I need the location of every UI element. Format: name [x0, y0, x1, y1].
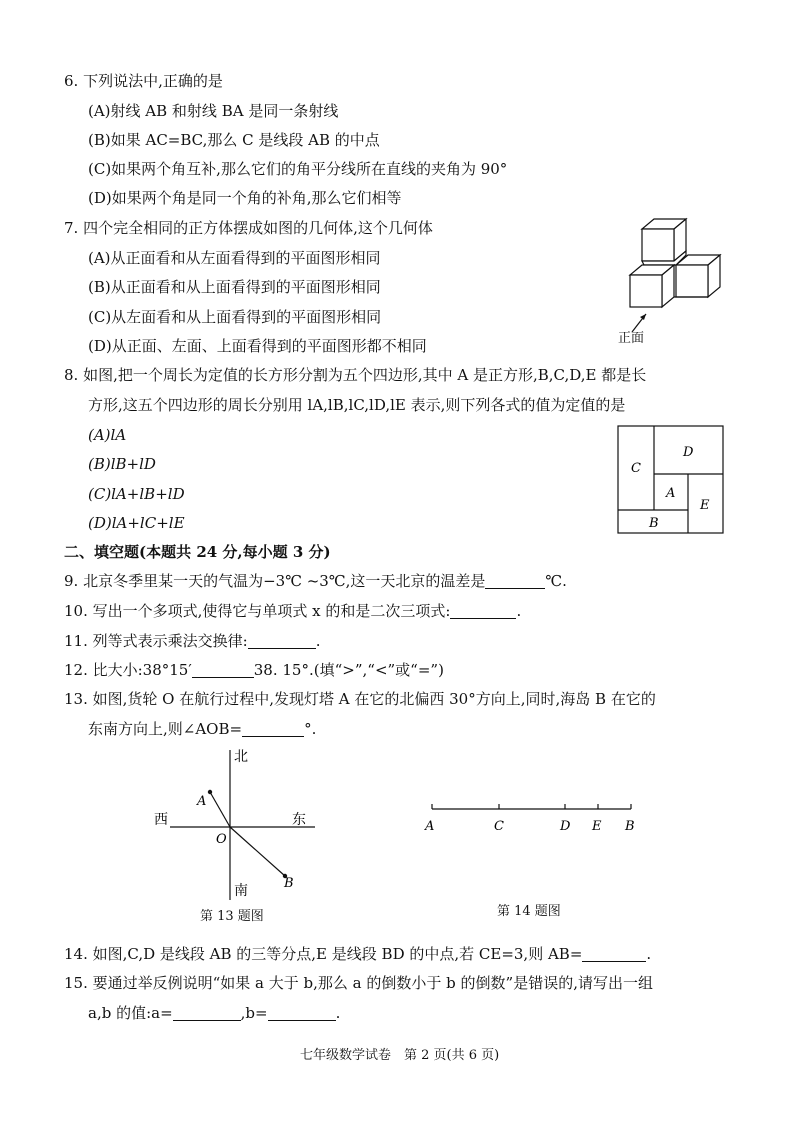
q13-blank — [242, 722, 304, 737]
q8-label-d: D — [683, 445, 694, 460]
q6-option-a: (A)射线 AB 和射线 BA 是同一条射线 — [88, 102, 339, 120]
q7-option-c: (C)从左面看和从上面看得到的平面图形相同 — [88, 308, 382, 326]
seg-point-d: D — [560, 819, 571, 834]
q12 — [64, 661, 444, 679]
q6-option-d: (D)如果两个角是同一个角的补角,那么它们相等 — [88, 189, 402, 207]
q14-blank — [582, 947, 646, 962]
point-b-label: B — [284, 876, 294, 891]
q9-text: 9. 北京冬季里某一天的气温为−3℃ ~3℃,这一天北京的温差是 — [64, 572, 486, 590]
q10-end: . — [516, 602, 522, 620]
q12-end: 38. 15°.(填“>”,“<”或“=”) — [253, 661, 444, 679]
q9-unit: ℃. — [545, 572, 567, 590]
q14-end: . — [646, 945, 652, 963]
north-label: 北 — [234, 749, 248, 765]
q8-option-a: (A)lA — [88, 426, 127, 444]
q14-caption: 第 14 题图 — [497, 904, 561, 919]
q13-end: °. — [304, 720, 317, 738]
page-footer: 七年级数学试卷 第 2 页(共 6 页) — [300, 1048, 500, 1063]
q8-label-c: C — [631, 461, 641, 476]
q7-stem: 7. 四个完全相同的正方体摆成如图的几何体,这个几何体 — [64, 219, 433, 237]
q8-line2: 方形,这五个四边形的周长分别用 lA,lB,lC,lD,lE 表示,则下列各式的值为定值的是 — [88, 396, 626, 414]
q8-option-b: (B)lB+lD — [88, 455, 156, 473]
q7-option-a: (A)从正面看和从左面看得到的平面图形相同 — [88, 249, 381, 267]
q13-compass-figure — [140, 745, 340, 905]
q6-option-b: (B)如果 AC=BC,那么 C 是线段 AB 的中点 — [88, 131, 380, 149]
seg-point-e: E — [592, 819, 602, 834]
q10-text: 10. 写出一个多项式,使得它与单项式 x 的和是二次三项式: — [64, 602, 451, 620]
q8-rectangle-figure — [617, 425, 725, 535]
q12-text: 12. 比大小:38°15′ — [64, 661, 192, 679]
q15-blank-a — [173, 1006, 241, 1021]
q13-line2 — [88, 720, 316, 738]
point-a-label: A — [197, 794, 207, 809]
q11 — [64, 632, 320, 650]
seg-point-a: A — [425, 819, 435, 834]
q10-blank — [450, 604, 516, 619]
q10 — [64, 602, 521, 620]
q9 — [64, 572, 567, 590]
q15-text-a: a,b 的值:a= — [88, 1004, 173, 1022]
q14-segment-figure — [420, 795, 650, 840]
q7-option-b: (B)从正面看和从上面看得到的平面图形相同 — [88, 278, 381, 296]
q7-front-label: 正面 — [618, 331, 645, 346]
q8-option-d: (D)lA+lC+lE — [88, 514, 185, 532]
west-label: 西 — [154, 812, 168, 828]
q15-line1: 15. 要通过举反例说明“如果 a 大于 b,那么 a 的倒数小于 b 的倒数”是错误的,请写出一组 — [64, 974, 653, 992]
q15-end: . — [335, 1004, 341, 1022]
q6-option-c: (C)如果两个角互补,那么它们的角平分线所在直线的夹角为 90° — [88, 160, 508, 178]
point-o-label: O — [216, 832, 227, 847]
q15-line2 — [88, 1004, 340, 1022]
q12-blank — [192, 663, 254, 678]
q13-caption: 第 13 题图 — [200, 909, 264, 924]
q14-text: 14. 如图,C,D 是线段 AB 的三等分点,E 是线段 BD 的中点,若 CE=3,则 AB= — [64, 945, 583, 963]
south-label: 南 — [234, 883, 248, 899]
q14 — [64, 945, 651, 963]
q13-text: 东南方向上,则∠AOB= — [88, 720, 243, 738]
q8-label-e: E — [700, 498, 710, 513]
q7-option-d: (D)从正面、左面、上面看得到的平面图形都不相同 — [88, 337, 427, 355]
seg-point-b: B — [625, 819, 635, 834]
seg-point-c: C — [494, 819, 504, 834]
q8-line1: 8. 如图,把一个周长为定值的长方形分割为五个四边形,其中 A 是正方形,B,C,D,E 都是长 — [64, 366, 647, 384]
q15-text-b: ,b= — [240, 1004, 268, 1022]
q15-blank-b — [268, 1006, 336, 1021]
q8-option-c: (C)lA+lB+lD — [88, 485, 185, 503]
q8-label-b: B — [649, 516, 659, 531]
east-label: 东 — [292, 812, 306, 828]
q9-blank — [485, 574, 545, 589]
section-heading: 二、填空题(本题共 24 分,每小题 3 分) — [64, 543, 331, 561]
q11-end: . — [315, 632, 321, 650]
q11-blank — [248, 634, 316, 649]
q6-stem: 6. 下列说法中,正确的是 — [64, 72, 223, 90]
q11-text: 11. 列等式表示乘法交换律: — [64, 632, 248, 650]
q8-label-a: A — [666, 486, 676, 501]
q13-line1: 13. 如图,货轮 O 在航行过程中,发现灯塔 A 在它的北偏西 30°方向上,同时,海岛 B 在它的 — [64, 690, 656, 708]
